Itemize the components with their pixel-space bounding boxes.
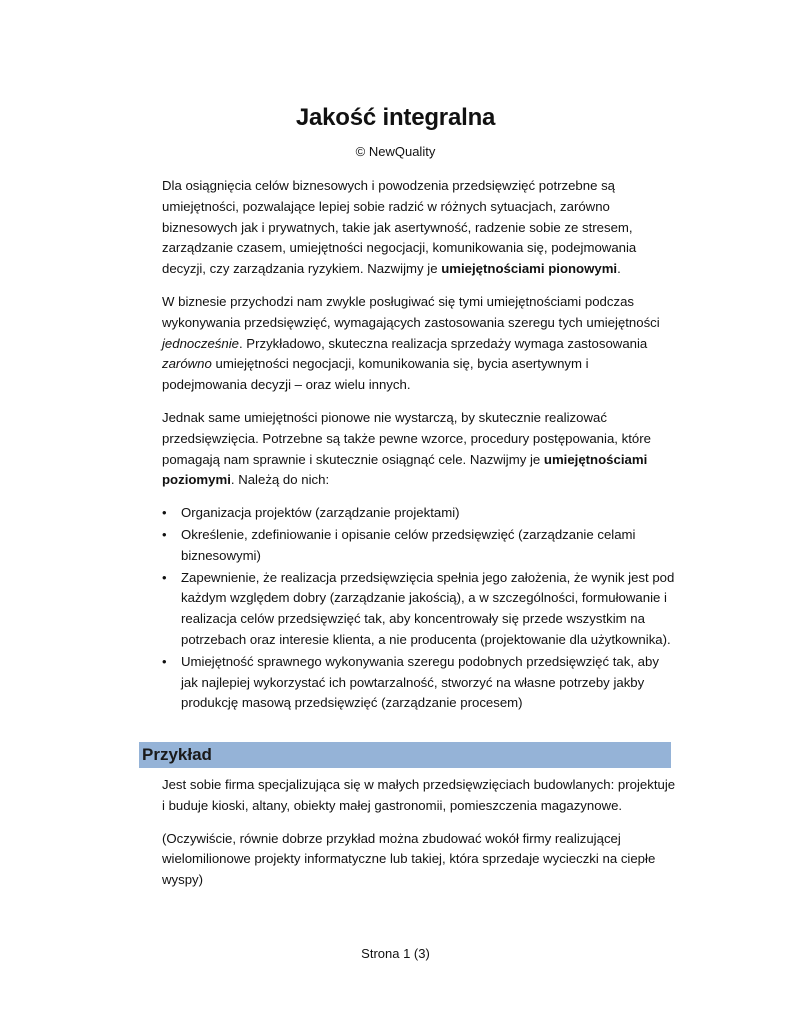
paragraph-2-text-c: umiejętności negocjacji, komunikowania się, bycia asertywnym i podejmowania decyzji – oraz wielu innych. <box>162 356 589 393</box>
paragraph-2-text-a: W biznesie przychodzi nam zwykle posługiwać się tymi umiejętnościami podczas wykonywania przedsięwzięć, wymagających zastosowania szeregu tych umiejętności <box>162 293 660 330</box>
italic-zarowno: zarówno <box>162 356 212 372</box>
paragraph-3-end: . Należą do nich: <box>230 472 330 488</box>
list-item <box>162 652 677 714</box>
list-item <box>162 525 677 567</box>
bold-term-horizontal-skills: umiejętnościami poziomymi <box>162 451 648 488</box>
paragraph-3 <box>162 408 677 491</box>
bullet-list <box>162 503 677 714</box>
list-item <box>162 568 677 651</box>
paragraph-2 <box>162 292 677 396</box>
paragraph-5: (Oczywiście, równie dobrze przykład można zbudować wokół firmy realizującej wielomilionowe projekty informatyczne lub takiej, która sprzedaje wycieczki na ciepłe wyspy) <box>162 830 656 888</box>
list-item <box>162 503 677 524</box>
paragraph-3-text: Jednak same umiejętności pionowe nie wystarczą, by skutecznie realizować przedsięwzięcia. Potrzebne są także pewne wzorce, procedury postępowania, które pomagają nam sprawnie i skutecznie osiągnąć cele. Nazwijmy je <box>162 409 651 467</box>
paragraph-2-text-b: . Przykładowo, skuteczna realizacja sprzedaży wymaga zastosowania <box>238 335 648 351</box>
bullet-icon: • <box>162 526 167 542</box>
italic-jednoczesnie: jednocześnie <box>162 335 239 351</box>
list-item-text: Zapewnienie, że realizacja przedsięwzięcia spełnia jego założenia, że wynik jest pod każdym względem dobry (zarządzanie jakością), a w szczególności, formułowanie i realizacja celów przedsięwzięć tak, aby koncentrowały się przede wszystkim na potrzebach oraz interesie klienta, a nie producenta (projektowanie dla użytkownika). <box>181 569 675 647</box>
page-number: Strona 1 (3) <box>361 946 430 961</box>
paragraph-1-text: Dla osiągnięcia celów biznesowych i powodzenia przedsięwzięć potrzebne są umiejętności, pozwalające lepiej sobie radzić w różnych sytuacjach, zarówno biznesowych jak i prywatnych, takie jak asertywność, radzenie sobie ze stresem, zarządzanie czasem, umiejętności negocjacji, komunikowania się, podejmowania decyzji, czy zarządzania ryzykiem. Nazwijmy je <box>162 178 637 277</box>
list-item-text: Określenie, zdefiniowanie i opisanie celów przedsięwzięć (zarządzanie celami biznesowymi) <box>181 526 636 563</box>
bullet-icon: • <box>162 505 167 521</box>
section-heading: Przykład <box>142 745 212 764</box>
paragraph-4: Jest sobie firma specjalizująca się w małych przedsięwzięciach budowlanych: projektuje i buduje kioski, altany, obiekty małej gastronomii, pomieszczenia magazynowe. <box>162 777 676 813</box>
main-body <box>162 176 677 728</box>
paragraph-1 <box>162 176 677 280</box>
list-item-text: Organizacja projektów (zarządzanie projektami) <box>181 505 460 521</box>
bullet-icon: • <box>162 569 167 585</box>
example-body <box>162 775 677 903</box>
list-item-text: Umiejętność sprawnego wykonywania szeregu podobnych przedsięwzięć tak, aby jak najlepiej wykorzystać ich powtarzalność, stworzyć na własne potrzeby jakby produkcję masową przedsięwzięć (zarządzanie procesem) <box>181 653 659 711</box>
section-heading-band <box>139 742 671 768</box>
bullet-icon: • <box>162 653 167 669</box>
bold-term-vertical-skills: umiejętnościami pionowymi <box>441 261 618 277</box>
paragraph-1-end: . <box>617 261 621 277</box>
document-title: Jakość integralna <box>295 104 496 131</box>
copyright-line: © NewQuality <box>355 144 436 159</box>
